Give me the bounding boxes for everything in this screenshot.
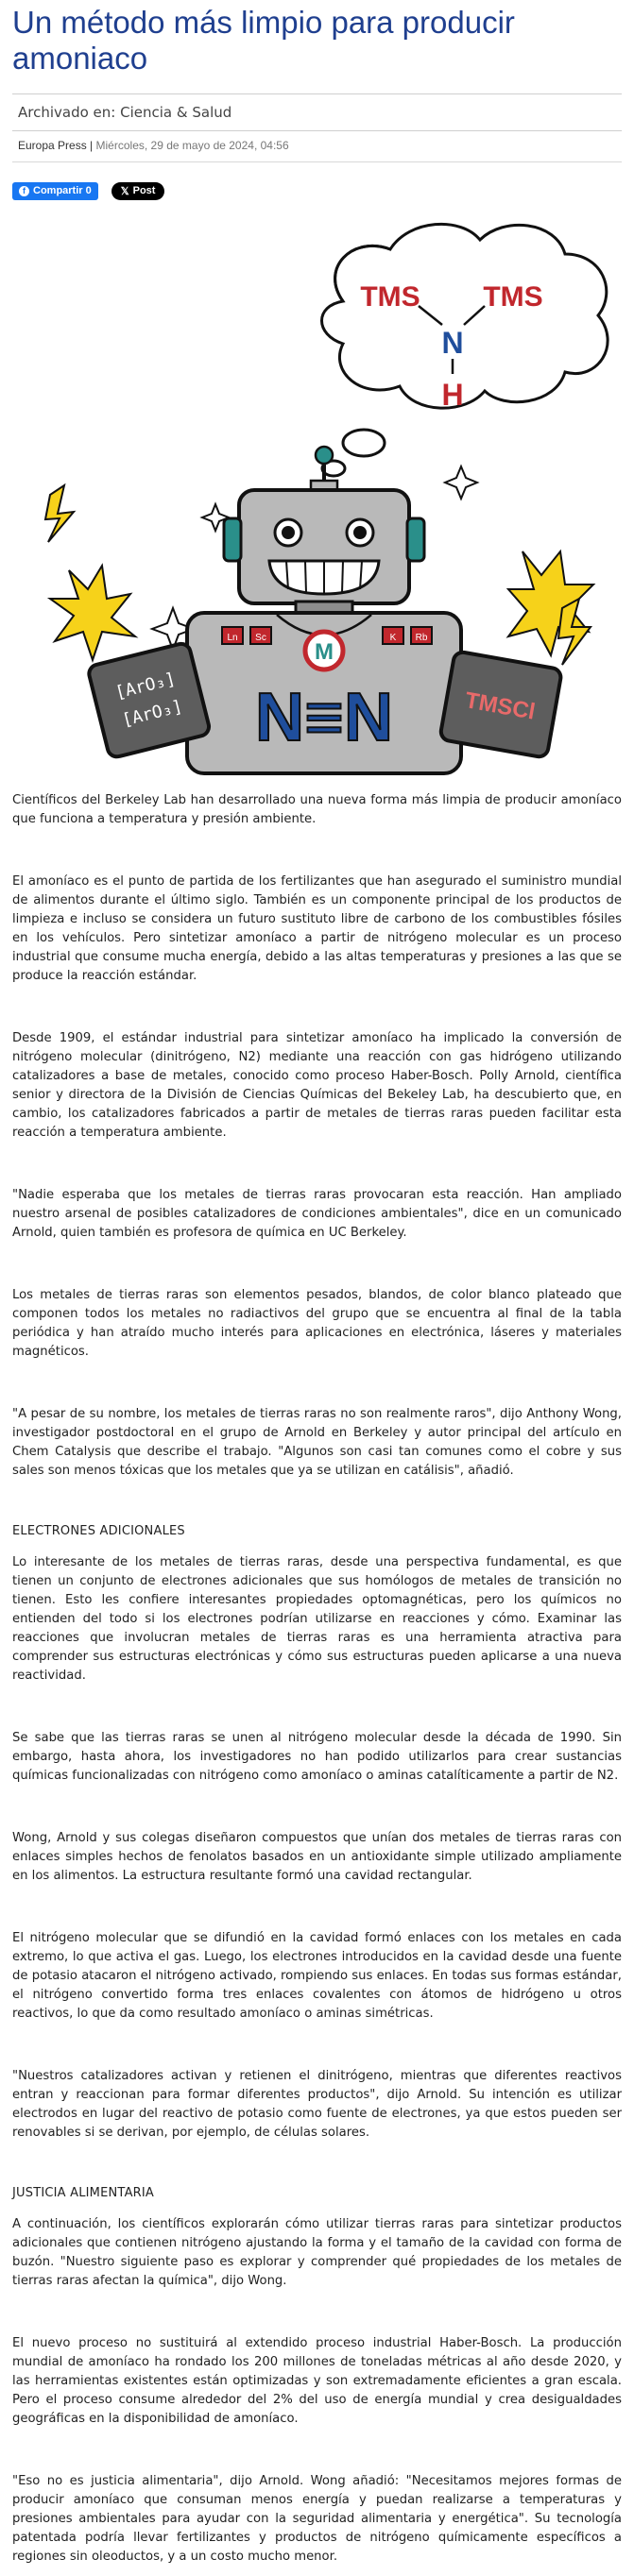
chest-key-sc-label: Sc [255,633,266,643]
article-paragraph-7: Se sabe que las tierras raras se unen al nitrógeno molecular desde la década de 1990. Sin embargo, hasta ahora, los investigadores no han podido utilizarlos para crear sustancias químicas funcionalizadas con nitrógeno como amoníaco o aminas catalíticamente a partir de N2. [12,1731,622,1783]
chest-key-rb-label: Rb [415,633,428,643]
robot-illustration [12,212,622,778]
thought-bubble [322,224,608,412]
archive-label: Archivado en: [18,104,116,121]
yellow-burst-left [50,566,135,660]
right-card-text: TMSCl [463,687,538,725]
chest-key-k-label: K [389,633,397,643]
left-card-text-2: [ArO₃] [120,696,185,731]
bubble-h: H [441,378,464,412]
robot-ear-right [407,518,424,561]
article-paragraph-1: El amoníaco es el punto de partida de los fertilizantes que han asegurado el suministro mundial de alimentos durante el último siglo. También es un componente principal de los productos de limpieza e incluso se considera un futuro sustituto libre de carbono de los combustibles fósiles en los vehículos. Pero sintetizar amoníaco a partir de nitrógeno molecular es un proceso industrial que consume mucha energía, debido a las altas temperaturas y presiones a las que se produce la reacción estándar. [12,874,622,983]
byline [12,131,622,162]
x-icon: 𝕏 [120,185,129,197]
article-lead: Científicos del Berkeley Lab han desarrollado una nueva forma más limpia de producir amoníaco que funciona a temperatura y presión ambiente. [12,793,622,826]
article-paragraph-4: Los metales de tierras raras son elementos pesados, blandos, de color blanco plateado que componen todos los metales no radiactivos del grupo que se encuentra al final de la tabla periódica y han atraído mucho interés para aplicaciones en electrónica, láseres y materiales magnéticos. [12,1288,622,1359]
x-post-button[interactable] [111,182,165,200]
article-paragraph-12: El nuevo proceso no sustituirá al extendido proceso industrial Haber-Bosch. La producción mundial de amoníaco ha rondado los 200 millones de toneladas métricas al año desde 2020, y las herramientas existentes están optimizadas y son extremadamente eficientes a gran escala. Pero el proceso consume alrededor del 2% del uso de energía mundial y crea desigualdades geográficas en la disponibilidad de amoníaco. [12,2336,622,2426]
article-paragraph-5: "A pesar de su nombre, los metales de tierras raras no son realmente raros", dijo Anthony Wong, investigador postdoctoral en el grupo de Arnold en Berkeley y autor principal del artículo en Chem Catalysis que describe el trabajo. "Algunos son casi tan comunes como el cobre y sus sales son menos tóxicas que los metales que ya se utilizan en catálisis", añadió. [12,1407,622,1478]
article-paragraph-9: El nitrógeno molecular que se difundió en la cavidad formó enlaces con los metales en cada extremo, lo que activa el gas. Luego, los electrones introducidos en la cavidad desde una fuente de potasio atacaron el nitrógeno activado, rompiendo sus enlaces. En todas sus formas estándar, el nitrógeno convertido forma tres enlaces covalentes con átomos de hidrógeno u otros reactivos, lo que da como resultado amoníaco o aminas simétricas. [12,1931,622,2021]
archive-category-link[interactable]: Ciencia & Salud [120,104,232,121]
byline-separator: | [90,139,94,152]
article-paragraph-2: Desde 1909, el estándar industrial para sintetizar amoníaco ha implicado la conversión de nitrógeno molecular (dinitrógeno, N2) mediante una reacción con gas hidrógeno utilizando catalizadores a base de metales, conocido como proceso Haber-Bosch. Polly Arnold, científica senior y directora de la División de Ciencias Químicas del Bekeley Lab, ha descubierto que, en cambio, los catalizadores fabricados a partir de metales de tierras raras pueden facilitar esta reacción a temperatura ambiente. [12,1031,622,1140]
facebook-share-label: Compartir 0 [33,185,92,196]
section-heading-justicia: JUSTICIA ALIMENTARIA [12,2186,155,2200]
publish-date: Miércoles, 29 de mayo de 2024, 04:56 [95,139,289,152]
archive-bar [12,93,622,131]
robot-pupil-left [282,526,295,539]
article-paragraph-13: "Eso no es justicia alimentaria", dijo Arnold. Wong añadió: "Necesitamos mejores formas de producir amoníaco que consuman menos energía y puedan realizarse a temperaturas y presiones ambientales para ayudar con la seguridad alimentaria y energética". Su tecnología patentada podría llevar fertilizantes y productos de nitrógeno químicamente específicos a regiones sin oleoductos, y a un costo mucho menor. [12,2474,622,2564]
page-title: Un método más limpio para producir amoniaco [12,5,515,76]
article-body [12,791,622,2567]
lightning-right [558,599,591,665]
antenna-ball [316,447,333,464]
facebook-icon: f [19,186,29,196]
left-card-text-1: [ArO₃] [112,669,179,703]
share-bar [12,181,622,200]
chest-key-ln-label: Ln [227,633,238,643]
robot-pupil-right [353,526,367,539]
lightning-left [45,485,74,542]
robot-badge-letter: M [315,639,334,665]
sparkle-right [445,466,477,499]
robot-ear-left [224,518,241,561]
article-paragraph-10: "Nuestros catalizadores activan y retienen el dinitrógeno, mientras que diferentes reactivos entran y reaccionan para formar diferentes productos", dijo Arnold. Su intención es utilizar electrodos en lugar del reactivo de potasio como fuente de electrones, ya que estos pueden ser renovables si se derivan, por ejemplo, de células solares. [12,2069,622,2140]
chest-n-triple-bond: N≡N [254,680,394,755]
article-paragraph-8: Wong, Arnold y sus colegas diseñaron compuestos que unían dos metales de tierras raras con enlaces simples hechos de fenolatos basados en un antioxidante simple utilizado ampliamente en los alimentos. La estructura resultante formó una cavidad rectangular. [12,1831,622,1883]
bubble-tms-left: TMS [360,281,420,313]
source-name: Europa Press [18,139,87,152]
article-paragraph-3: "Nadie esperaba que los metales de tierras raras provocaran esta reacción. Han ampliado nuestro arsenal de posibles catalizadores de condiciones ambientales", dice en un comunicado Arnold, quien también es profesora de química en UC Berkeley. [12,1188,622,1240]
article-page [0,5,634,2567]
x-post-label: Post [132,185,156,196]
small-bubble-1 [343,430,385,456]
facebook-share-button[interactable] [12,182,98,200]
section-heading-electrones: ELECTRONES ADICIONALES [12,1524,185,1538]
article-paragraph-6: Lo interesante de los metales de tierras raras, desde una perspectiva fundamental, es que tienen un conjunto de electrones adicionales que sus homólogos de metales de transición no tienen. Esto les confiere interesantes propiedades optomagnéticas, pero los químicos no entienden del todo si los electrones podrían utilizarse en reacciones y cómo. Examinar las reacciones que involucran metales de tierras raras es una herramienta atractiva para comprender sus estructuras electrónicas y cómo sus estructuras pueden aplicarse a una nueva reactividad. [12,1555,622,1683]
bubble-n: N [441,326,464,360]
bubble-tms-right: TMS [483,281,543,313]
right-hand-card [439,651,562,758]
article-paragraph-11: A continuación, los científicos explorarán cómo utilizar tierras raras para sintetizar productos adicionales que contienen nitrógeno ajustando la forma y el tamaño de la cavidad con forma de buzón. "Nuestro siguiente paso es explorar y comprender qué propiedades de los metales de tierras raras afectan la química", dijo Wong. [12,2217,622,2288]
